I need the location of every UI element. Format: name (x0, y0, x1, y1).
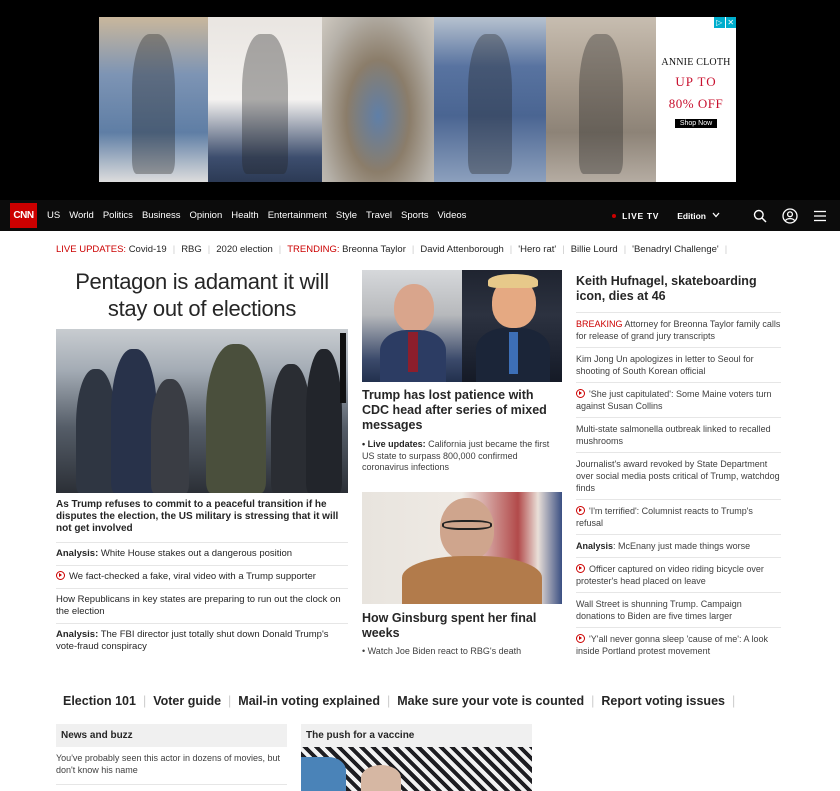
menu-icon[interactable] (812, 208, 828, 224)
list-item[interactable] (56, 588, 348, 623)
nav-link-health[interactable]: Health (231, 210, 259, 221)
trend-link-2020-election[interactable]: 2020 election (216, 243, 273, 255)
edition-label: Edition (677, 210, 706, 221)
cnn-logo[interactable]: CNN (10, 203, 37, 228)
chevron-down-icon (712, 211, 720, 220)
list-item-text: Multi-state salmonella outbreak linked to recalled mushrooms (576, 424, 771, 446)
ad-brand: ANNIE CLOTH (661, 57, 731, 68)
mail-in-voting-link[interactable]: Mail-in voting explained (238, 694, 380, 708)
user-icon[interactable] (782, 208, 798, 224)
close-icon[interactable]: ✕ (727, 18, 735, 27)
divider (56, 784, 287, 785)
list-item-text: Kim Jong Un apologizes in letter to Seoul for shooting of South Korean official (576, 354, 754, 376)
ad-image-blue-sweater[interactable] (434, 17, 546, 182)
analysis-label: Analysis: (56, 548, 99, 559)
list-item[interactable] (576, 417, 781, 452)
lead-subheadline[interactable]: As Trump refuses to commit to a peaceful transition if he disputes the election, the US military is stressing that it will not get involved (56, 499, 339, 534)
list-item[interactable] (576, 452, 781, 499)
trend-link-billie-lourd[interactable]: Billie Lourd (570, 243, 618, 255)
trend-link-david-attenborough[interactable]: David Attenborough (420, 243, 504, 255)
ginsburg-subline[interactable]: • Watch Joe Biden react to RBG's death (362, 646, 522, 656)
ginsburg-headline[interactable]: How Ginsburg spent her final weeks (362, 611, 537, 640)
list-item[interactable] (576, 627, 781, 662)
list-item-text: The FBI director just totally shut down Donald Trump's vote-fraud conspiracy (56, 629, 329, 652)
breaking-label: BREAKING (576, 319, 623, 329)
trend-link-breonna-taylor[interactable]: Breonna Taylor (342, 243, 406, 255)
lead-headline[interactable]: Pentagon is adamant it will stay out of elections (75, 269, 329, 321)
nav-link-world[interactable]: World (69, 210, 94, 221)
trump-cdc-headline[interactable]: Trump has lost patience with CDC head after series of mixed messages (362, 388, 547, 432)
ad-choices[interactable] (714, 17, 736, 28)
list-item[interactable] (576, 312, 781, 347)
play-video-icon (576, 389, 585, 398)
trump-cdc-subline[interactable] (362, 439, 562, 474)
nav-link-politics[interactable]: Politics (102, 210, 133, 221)
nav-link-style[interactable]: Style (335, 210, 357, 221)
ginsburg-story-image[interactable] (362, 492, 562, 604)
nav-right (612, 200, 828, 231)
play-video-icon (56, 571, 65, 580)
live-updates-prefix: • Live updates: (362, 439, 426, 449)
play-video-icon (576, 506, 585, 515)
election-101-link[interactable]: Election 101 (63, 694, 136, 708)
lead-related-list (56, 542, 348, 658)
trend-link-benadryl-challenge[interactable]: 'Benadryl Challenge' (632, 243, 719, 255)
live-tv-label: LIVE TV (622, 210, 660, 221)
ad-line-1: UP TO (675, 74, 717, 89)
hufnagel-headline[interactable]: Keith Hufnagel, skateboarding icon, dies at 46 (576, 274, 757, 303)
trend-link-covid[interactable]: Covid-19 (128, 243, 167, 255)
list-item[interactable] (576, 499, 781, 534)
live-dot-icon (612, 214, 616, 218)
ad-line-2: 80% OFF (668, 96, 724, 111)
lead-story-image[interactable] (56, 329, 348, 493)
play-video-icon (576, 634, 585, 643)
vaccine-story-image[interactable] (301, 747, 532, 791)
analysis-label: Analysis (576, 541, 614, 551)
list-item-text: 'Y'all never gonna sleep 'cause of me': A look inside Portland protest movement (576, 634, 768, 656)
edition-selector[interactable] (677, 211, 720, 221)
report-voting-issues-link[interactable]: Report voting issues (601, 694, 725, 708)
list-item[interactable] (576, 347, 781, 382)
trend-link-rbg[interactable]: RBG (181, 243, 202, 255)
nav-links (47, 200, 466, 231)
list-item-text: We fact-checked a fake, viral video with a Trump supporter (69, 571, 316, 582)
list-item-text: White House stakes out a dangerous position (98, 548, 293, 559)
ad-shop-now-button[interactable]: Shop Now (675, 119, 717, 128)
ad-copy[interactable] (656, 17, 736, 182)
list-item[interactable] (576, 557, 781, 592)
nav-link-business[interactable]: Business (141, 210, 181, 221)
trump-cdc-story-image[interactable] (362, 270, 562, 382)
election-links-bar: Election 101 | Voter guide | Mail-in voting explained | Make sure your vote is counted | Report voting issues | (63, 694, 736, 708)
trending-label: TRENDING: (287, 243, 340, 255)
ad-image-white-top[interactable] (208, 17, 322, 182)
advertisement-banner[interactable] (99, 17, 736, 182)
list-item-text: Attorney for Breonna Taylor family calls for release of grand jury transcripts (576, 319, 781, 341)
ad-image-sandals[interactable] (322, 17, 434, 182)
news-and-buzz-item[interactable]: You've probably seen this actor in dozens of movies, but don't know his name (56, 753, 281, 775)
list-item[interactable] (56, 565, 348, 588)
list-item[interactable] (576, 592, 781, 627)
vaccine-heading[interactable]: The push for a vaccine (301, 724, 532, 747)
search-icon[interactable] (752, 208, 768, 224)
right-headline-list (576, 312, 781, 662)
list-item[interactable] (56, 542, 348, 565)
analysis-label: Analysis: (56, 629, 99, 640)
trending-bar: LIVE UPDATES: Covid-19 | RBG | 2020 election | TRENDING: Breonna Taylor | David Attenborough | 'Hero rat' | Billie Lourd | 'Benadryl Challenge' | (56, 243, 728, 255)
voter-guide-link[interactable]: Voter guide (153, 694, 222, 708)
list-item-text: : McEnany just made things worse (613, 541, 751, 551)
nav-link-us[interactable]: US (47, 210, 61, 221)
nav-link-entertainment[interactable]: Entertainment (267, 210, 327, 221)
list-item-text: How Republicans in key states are preparing to run out the clock on the election (56, 594, 341, 617)
list-item-text: Officer captured on video riding bicycle over protester's head placed on leave (576, 564, 764, 586)
nav-link-opinion[interactable]: Opinion (189, 210, 223, 221)
subline-text: California just became the first US state to surpass 800,000 confirmed coronavirus infections (362, 439, 550, 472)
trend-link-hero-rat[interactable]: 'Hero rat' (518, 243, 557, 255)
live-tv-link[interactable] (612, 211, 659, 221)
list-item[interactable] (56, 623, 348, 658)
live-updates-label: LIVE UPDATES: (56, 243, 127, 255)
ad-image-grey-hoodie[interactable] (546, 17, 656, 182)
list-item-text: Wall Street is shunning Trump. Campaign donations to Biden are five times larger (576, 599, 742, 621)
nav-link-travel[interactable]: Travel (366, 210, 393, 221)
nav-link-videos[interactable]: Videos (437, 210, 467, 221)
ad-choices-icon[interactable]: ▷ (714, 17, 725, 28)
play-video-icon (576, 564, 585, 573)
nav-link-sports[interactable]: Sports (401, 210, 429, 221)
list-item-text: 'I'm terrified': Columnist reacts to Trump's refusal (576, 506, 753, 528)
list-item[interactable] (576, 382, 781, 417)
top-navigation (0, 200, 840, 231)
vote-counted-link[interactable]: Make sure your vote is counted (397, 694, 585, 708)
list-item-text: Journalist's award revoked by State Department over social media posts critical of Trump, watchdog finds (576, 459, 780, 493)
ad-area (0, 0, 840, 200)
list-item-text: 'She just capitulated': Some Maine voters turn against Susan Collins (576, 389, 772, 411)
news-and-buzz-heading[interactable]: News and buzz (56, 724, 287, 747)
ad-image-jeans[interactable] (99, 17, 208, 182)
list-item[interactable] (576, 534, 781, 557)
